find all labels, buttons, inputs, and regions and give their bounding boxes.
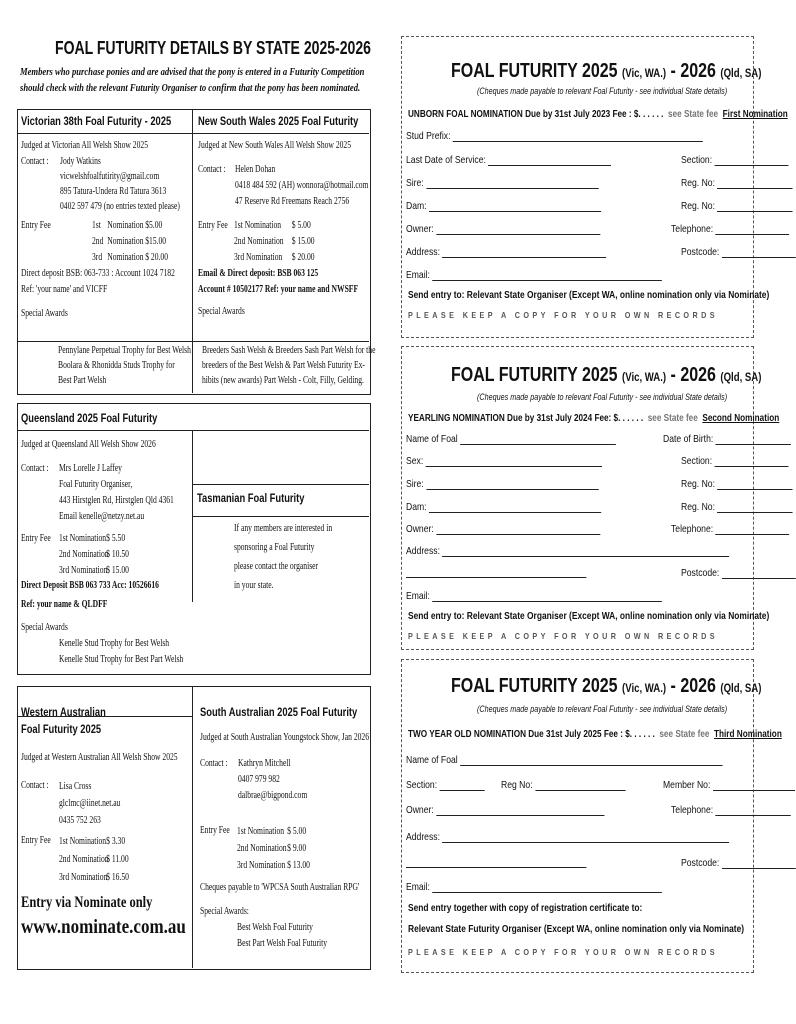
qld-contact-label: Contact :	[21, 463, 49, 474]
form3-telephone[interactable]: Telephone:	[671, 804, 791, 816]
wa-entry-via: Entry via Nominate only	[21, 894, 153, 911]
form3-send-1: Send entry together with copy of registration certificate to:	[408, 902, 643, 914]
form2-dam[interactable]: Dam:	[406, 501, 601, 513]
sa-trophy: Best Welsh Foal Futurity Best Part Welsh Foal Futurity	[237, 922, 328, 949]
nsw-account: Account # 10502177 Ref: your name and NWSFF	[198, 284, 359, 295]
form2-postcode[interactable]: Postcode:	[681, 567, 796, 579]
form1-address[interactable]: Address:	[406, 246, 606, 258]
vic-contact-label: Contact :	[21, 156, 49, 167]
tas-heading: Tasmanian Foal Futurity	[197, 491, 305, 505]
vic-judged: Judged at Victorian All Welsh Show 2025	[21, 140, 149, 151]
form1-send: Send entry to: Relevant State Organiser (Except WA, online nomination only via Nominate)	[408, 289, 770, 301]
nsw-deposit: Email & Direct deposit: BSB 063 125	[198, 268, 319, 279]
nsw-special: Special Awards	[198, 306, 245, 317]
nsw-contact: Helen Dohan 0418 484 592 (AH) wonnora@hotmail.com 47 Reserve Rd Freemans Reach 2756	[235, 164, 369, 207]
wa-heading-1: Western Australian	[21, 705, 106, 719]
sa-heading: South Australian 2025 Foal Futurity	[200, 705, 358, 719]
tas-text: If any members are interested in sponsoring a Foal Futurity please contact the organiser in your state.	[234, 523, 333, 591]
form3-reg-no[interactable]: Reg No:	[501, 779, 625, 791]
form2-foal-name[interactable]: Name of Foal	[406, 433, 616, 445]
nsw-fees: 1st Nomination $ 5.00 2nd Nomination $ 15.00 3rd Nomination $ 20.00	[234, 220, 315, 263]
form1-section[interactable]: Section:	[681, 154, 788, 166]
nsw-judged: Judged at New South Wales All Welsh Show 2025	[198, 140, 352, 151]
form3-keep-copy: PLEASE KEEP A COPY FOR YOUR OWN RECORDS	[408, 947, 718, 957]
form1-note: (Cheques made payable to relevant Foal Futurity - see individual State details)	[477, 86, 728, 96]
form2-header: YEARLING NOMINATION Due by 31st July 2024 Fee: $. . . . . . see State fee Second Nomination	[408, 412, 780, 424]
form3-address[interactable]: Address:	[406, 831, 729, 843]
nsw-trophy: Breeders Sash Welsh & Breeders Sash Part Welsh for the breeders of the Best Welsh & Part Welsh Futurity Ex- hibits (new awards) Part Welsh - Colt, Filly, Gelding.	[202, 345, 376, 386]
qld-heading: Queensland 2025 Foal Futurity	[21, 411, 158, 425]
vic-deposit: Direct deposit BSB: 063-733 : Account 1024 7182	[21, 268, 175, 279]
qld-contact: Mrs Lorelle J Laffey Foal Futurity Organiser, 443 Hirstglen Rd, Hirstglen Qld 4361 Email kenelle@netzy.net.au	[59, 463, 174, 522]
vic-ref: Ref: 'your name' and VICFF	[21, 284, 108, 295]
qld-fee-label: Entry Fee	[21, 533, 51, 544]
form2-send: Send entry to: Relevant State Organiser (Except WA, online nomination only via Nominate)	[408, 610, 770, 622]
sa-fees: 1st Nomination $ 5.00 2nd Nomination$ 9.00 3rd Nomination $ 13.00	[237, 826, 310, 871]
sa-cheques: Cheques payable to 'WPCSA South Australian RPG'	[200, 882, 360, 893]
form1-keep-copy: PLEASE KEEP A COPY FOR YOUR OWN RECORDS	[408, 310, 718, 320]
wa-url[interactable]: www.nominate.com.au	[21, 916, 186, 938]
form3-postcode[interactable]: Postcode:	[681, 857, 796, 869]
form2-dob[interactable]: Date of Birth:	[663, 433, 791, 445]
form2-sire-reg[interactable]: Reg. No:	[681, 478, 793, 490]
wa-fee-label: Entry Fee	[21, 835, 51, 846]
form1-sire-reg[interactable]: Reg. No:	[681, 177, 793, 189]
form2-email[interactable]: Email:	[406, 590, 662, 602]
form3-owner[interactable]: Owner:	[406, 804, 604, 816]
wa-fees: 1st Nomination$ 3.30 2nd Nomination$ 11.00 3rd Nomination$ 16.50	[59, 836, 129, 883]
form2-address[interactable]: Address:	[406, 545, 729, 557]
form1-postcode[interactable]: Postcode:	[681, 246, 796, 258]
qld-fees: 1st Nomination$ 5.50 2nd Nomination$ 10.50 3rd Nomination$ 15.00	[59, 533, 129, 576]
nsw-fee-label: Entry Fee	[198, 220, 228, 231]
nsw-contact-label: Contact :	[198, 164, 226, 175]
form2-sex[interactable]: Sex:	[406, 455, 602, 467]
form1-email[interactable]: Email:	[406, 269, 662, 281]
wa-heading-2: Foal Futurity 2025	[21, 722, 102, 736]
nsw-heading: New South Wales 2025 Foal Futurity	[198, 114, 359, 128]
form1-telephone[interactable]: Telephone:	[671, 223, 789, 235]
form3-send-2: Relevant State Futurity Organiser (Except WA, online nomination only via Nominate)	[408, 923, 745, 935]
form2-owner[interactable]: Owner:	[406, 523, 600, 535]
form1-stud-prefix[interactable]: Stud Prefix:	[406, 130, 703, 142]
form2-title: FOAL FUTURITY 2025 (Vic, WA.) - 2026 (Qld, SA)	[451, 364, 762, 386]
form2-keep-copy: PLEASE KEEP A COPY FOR YOUR OWN RECORDS	[408, 631, 718, 641]
qld-judged: Judged at Queensland All Welsh Show 2026	[21, 439, 156, 450]
form3-title: FOAL FUTURITY 2025 (Vic, WA.) - 2026 (Qld, SA)	[451, 675, 762, 697]
sa-fee-label: Entry Fee	[200, 825, 230, 836]
vic-fee-label: Entry Fee	[21, 220, 51, 231]
form1-last-service[interactable]: Last Date of Service:	[406, 154, 611, 166]
form2-dam-reg[interactable]: Reg. No:	[681, 501, 793, 513]
form1-header: UNBORN FOAL NOMINATION Due by 31st July 2023 Fee : $. . . . . . see State fee First Nomination	[408, 108, 788, 120]
form2-note: (Cheques made payable to relevant Foal Futurity - see individual State details)	[477, 392, 728, 402]
form1-title: FOAL FUTURITY 2025 (Vic, WA.) - 2026 (Qld, SA)	[451, 60, 762, 82]
form3-foal-name[interactable]: Name of Foal	[406, 754, 723, 766]
form2-sire[interactable]: Sire:	[406, 478, 598, 490]
form3-address-line[interactable]	[406, 857, 586, 868]
vic-contact: Jody Watkins vicwelshfoalfutirity@gmail.com 895 Tatura-Undera Rd Tatura 3613 0402 597 479 (no entries texted please)	[60, 156, 180, 212]
vic-special: Special Awards	[21, 308, 68, 319]
sa-special: Special Awards:	[200, 906, 249, 917]
form1-dam-reg[interactable]: Reg. No:	[681, 200, 793, 212]
form2-section[interactable]: Section:	[681, 455, 788, 467]
qld-trophy: Kenelle Stud Trophy for Best Welsh Kenelle Stud Trophy for Best Part Welsh	[59, 638, 184, 665]
sa-judged: Judged at South Australian Youngstock Show, Jan 2026	[200, 732, 370, 743]
page-title: FOAL FUTURITY DETAILS BY STATE 2025-2026	[55, 38, 371, 58]
vic-heading: Victorian 38th Foal Futurity - 2025	[21, 114, 172, 128]
intro-text: Members who purchase ponies and are advised that the pony is entered in a Futurity Competition should check with the relevant Futurity Organiser to confirm that the pony has been nominated.	[20, 66, 365, 94]
sa-contact-label: Contact :	[200, 758, 228, 769]
sa-contact: Kathryn Mitchell 0407 979 982 dalbrae@bigpond.com	[238, 758, 308, 801]
qld-deposit: Direct Deposit BSB 063 733 Acc: 10526616	[21, 580, 159, 591]
form2-telephone[interactable]: Telephone:	[671, 523, 789, 535]
form3-note: (Cheques made payable to relevant Foal Futurity - see individual State details)	[477, 704, 728, 714]
form3-section[interactable]: Section:	[406, 779, 485, 791]
form1-dam[interactable]: Dam:	[406, 200, 601, 212]
wa-contact-label: Contact :	[21, 780, 49, 791]
wa-judged: Judged at Western Australian All Welsh Show 2025	[21, 752, 178, 763]
form3-email[interactable]: Email:	[406, 881, 662, 893]
qld-special: Special Awards	[21, 622, 68, 633]
vic-fees: 1st Nomination $5.00 2nd Nomination $15.00 3rd Nomination $ 20.00	[92, 220, 168, 263]
form2-address-line[interactable]	[406, 567, 586, 578]
form3-header: TWO YEAR OLD NOMINATION Due 31st July 2025 Fee : $. . . . . . see State fee Third Nomination	[408, 728, 782, 740]
qld-ref: Ref: your name & QLDFF	[21, 599, 108, 610]
form1-owner[interactable]: Owner:	[406, 223, 600, 235]
wa-contact: Lisa Cross glclmc@iinet.net.au 0435 752 263	[59, 781, 121, 826]
form3-member-no[interactable]: Member No:	[663, 779, 795, 791]
vic-trophy: Pennylane Perpetual Trophy for Best Welsh Boolara & Rhonidda Studs Trophy for Best Part Welsh	[58, 345, 191, 386]
form1-sire[interactable]: Sire:	[406, 177, 598, 189]
